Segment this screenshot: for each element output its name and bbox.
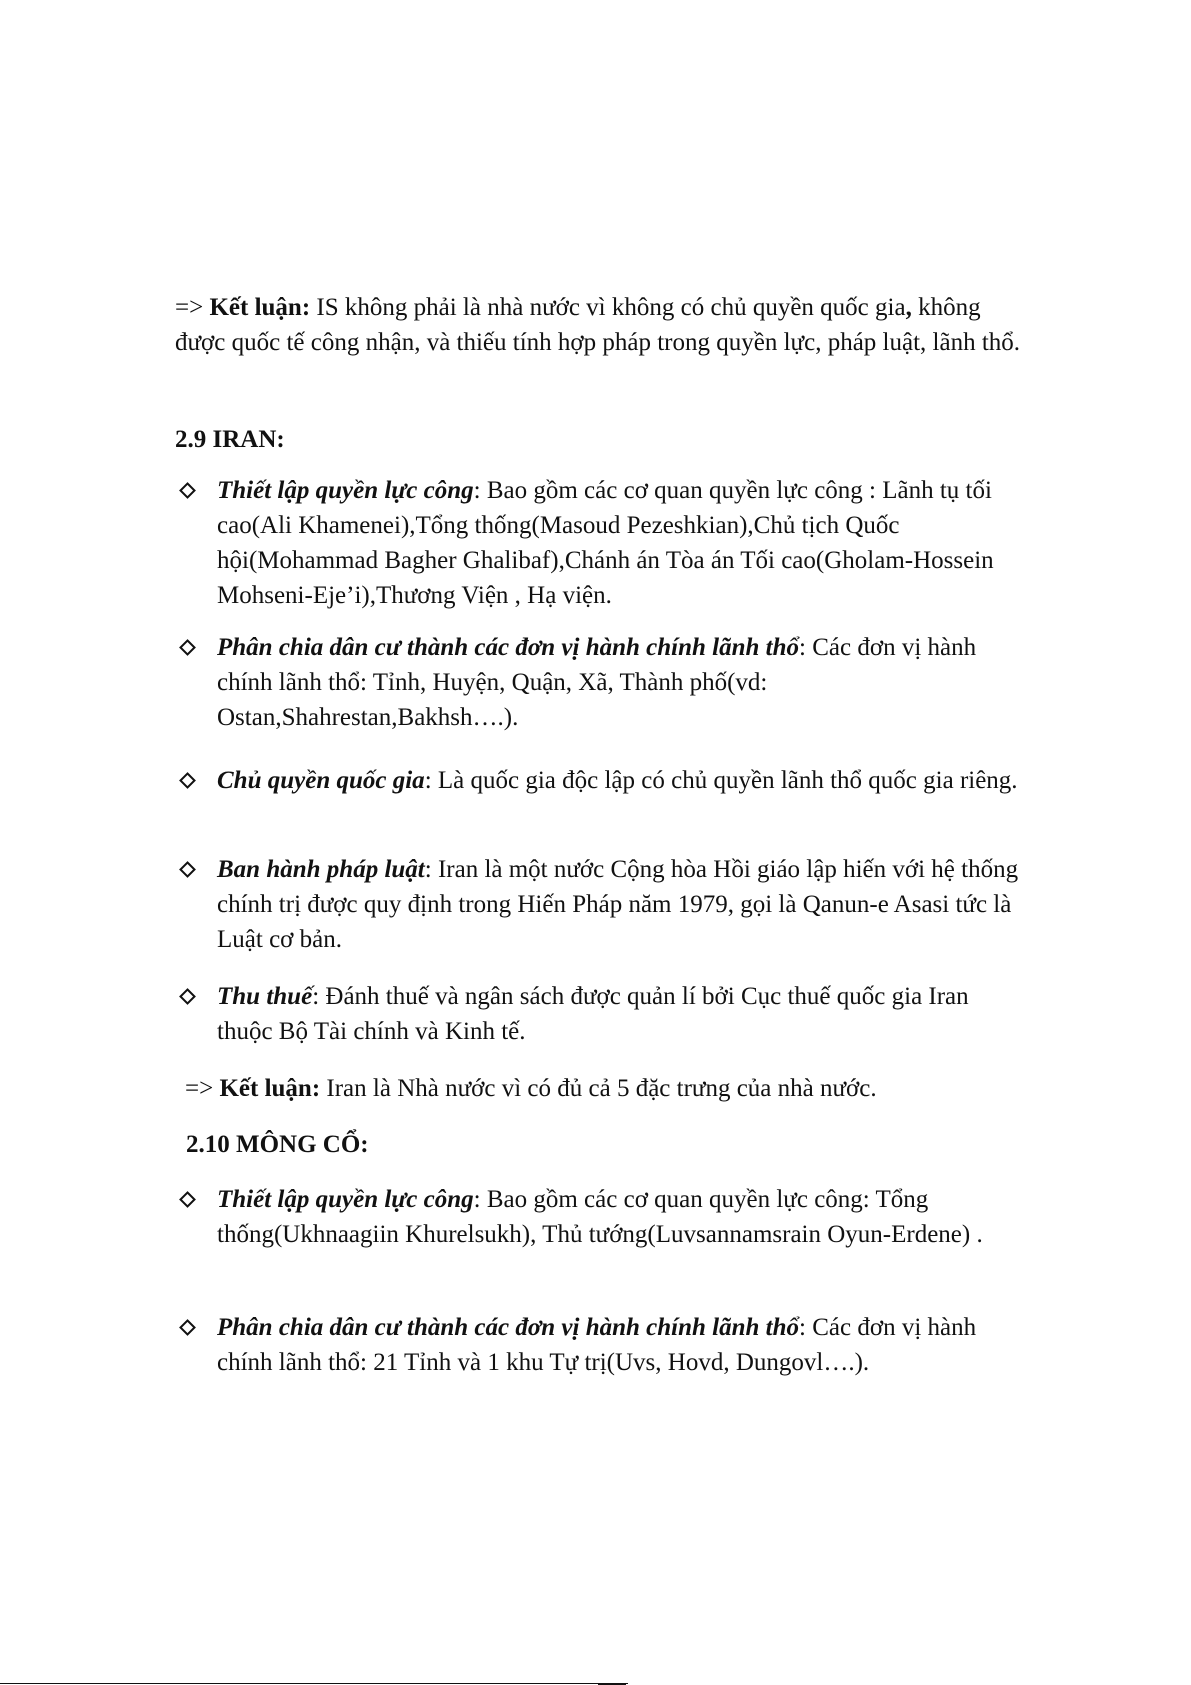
conclusion-text: Iran là Nhà nước vì có đủ cả 5 đặc trưng của nhà nước.: [320, 1075, 877, 1102]
bullet-term: Thiết lập quyền lực công: [217, 477, 474, 504]
conclusion-text-cont: không được quốc tế công nhận, và thiếu tính hợp pháp trong quyền lực, pháp luật, lãnh thổ.: [175, 294, 1021, 356]
bullet-term: Thu thuế: [217, 983, 313, 1010]
iran-bullet-4: [175, 852, 1025, 957]
bullet-text: : Bao gồm các cơ quan quyền lực công: Tổng thống(Ukhnaagiin Khurelsukh), Thủ tướng(Luvsannamsrain Oyun-Erdene) .: [217, 1186, 983, 1248]
iran-bullet-1: [175, 473, 1025, 613]
section-heading-iran: 2.9 IRAN:: [175, 426, 285, 453]
diamond-bullet-icon: [179, 482, 196, 499]
diamond-bullet-icon: [179, 1319, 196, 1336]
bullet-text: : Bao gồm các cơ quan quyền lực công : Lãnh tụ tối cao(Ali Khamenei),Tổng thống(Masoud Pezeshkian),Chủ tịch Quốc hội(Mohammad Bagher Ghalibaf),Chánh án Tòa án Tối cao(Gholam-Hossein Mohseni-Eje’i),Thương Viện , Hạ viện.: [217, 477, 994, 609]
conclusion-text: IS không phải là nhà nước vì không có chủ quyền quốc gia: [310, 294, 906, 321]
conclusion-arrow: =>: [185, 1075, 214, 1102]
conclusion-is: [175, 290, 1025, 360]
iran-bullet-5: [175, 979, 1025, 1049]
mongolia-bullet-1: [175, 1182, 1025, 1252]
bullet-term: Phân chia dân cư thành các đơn vị hành chính lãnh thổ: [217, 1314, 800, 1341]
conclusion-label: Kết luận:: [209, 294, 311, 321]
bullet-term: Chủ quyền quốc gia: [217, 767, 425, 794]
iran-bullet-3: [175, 763, 1025, 798]
bullet-term: Ban hành pháp luật: [217, 856, 425, 883]
bullet-term: Thiết lập quyền lực công: [217, 1186, 474, 1213]
section-heading-mongolia: 2.10 MÔNG CỔ:: [186, 1131, 369, 1158]
page-bottom-rule: [0, 1683, 628, 1684]
diamond-bullet-icon: [179, 988, 196, 1005]
bullet-text: : Các đơn vị hành chính lãnh thổ: 21 Tỉnh và 1 khu Tự trị(Uvs, Hovd, Dungovl….).: [217, 1314, 977, 1376]
bullet-text: : Đánh thuế và ngân sách được quản lí bởi Cục thuế quốc gia Iran thuộc Bộ Tài chính và Kinh tế.: [217, 983, 969, 1045]
diamond-bullet-icon: [179, 772, 196, 789]
conclusion-label: Kết luận:: [219, 1075, 321, 1102]
diamond-bullet-icon: [179, 639, 196, 656]
bullet-text: : Iran là một nước Cộng hòa Hồi giáo lập hiến với hệ thống chính trị được quy định trong Hiến Pháp năm 1979, gọi là Qanun-e Asasi tức là Luật cơ bản.: [217, 856, 1019, 953]
diamond-bullet-icon: [179, 1191, 196, 1208]
mongolia-bullet-2: [175, 1310, 1025, 1380]
conclusion-arrow: =>: [175, 294, 204, 321]
conclusion-iran: [185, 1071, 1035, 1106]
conclusion-comma: ,: [905, 294, 912, 321]
bullet-text: : Là quốc gia độc lập có chủ quyền lãnh thổ quốc gia riêng.: [424, 767, 1018, 794]
bullet-text: : Các đơn vị hành chính lãnh thổ: Tỉnh, Huyện, Quận, Xã, Thành phố(vd: Ostan,Shahrestan,Bakhsh….).: [217, 634, 977, 731]
diamond-bullet-icon: [179, 861, 196, 878]
iran-bullet-2: [175, 630, 1025, 735]
bullet-term: Phân chia dân cư thành các đơn vị hành chính lãnh thổ: [217, 634, 800, 661]
